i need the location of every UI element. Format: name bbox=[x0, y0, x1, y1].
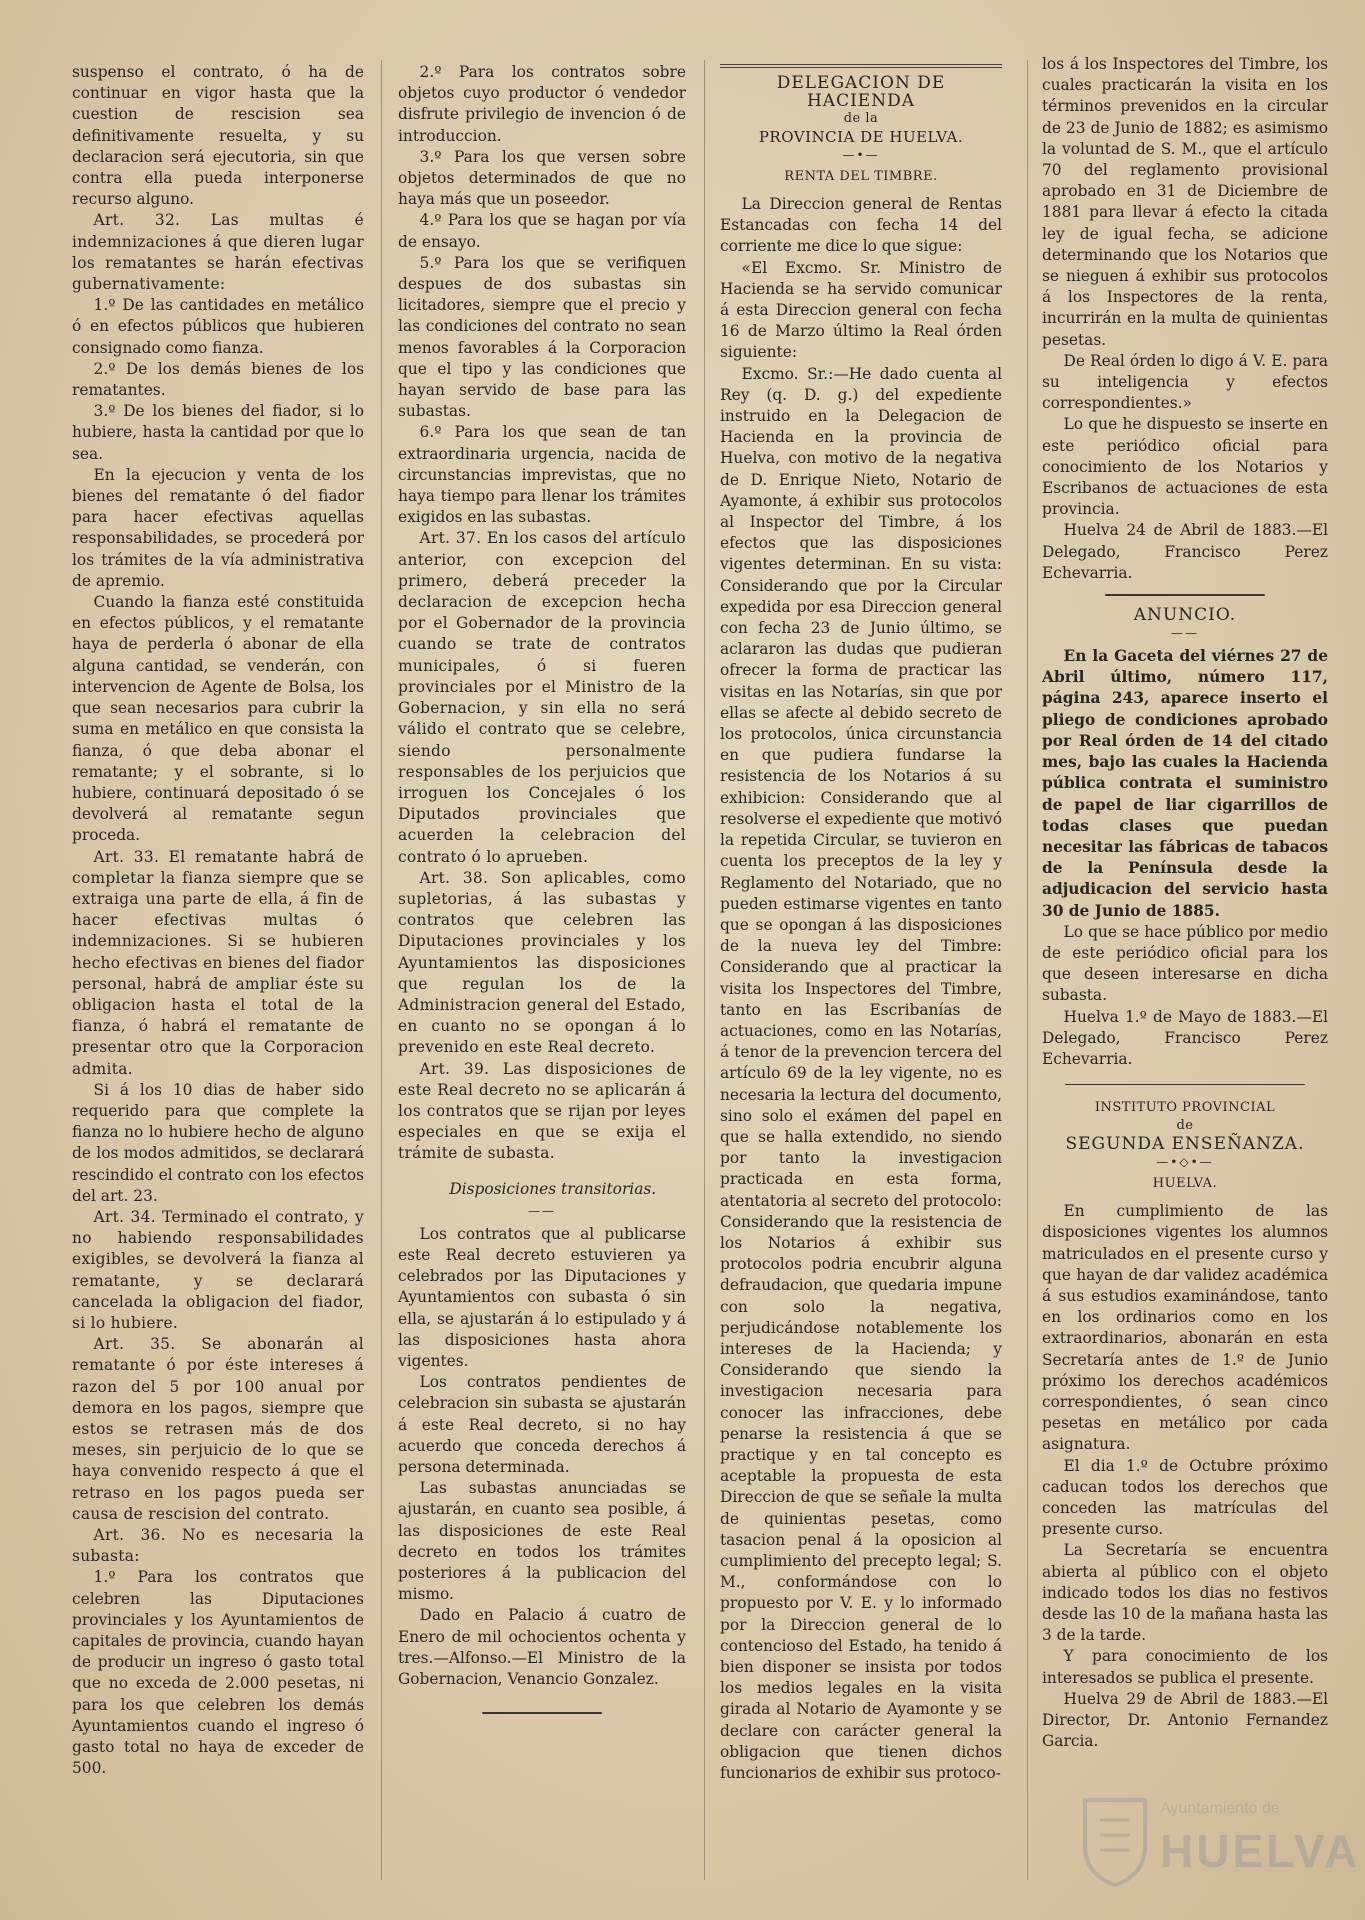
article-38: Art. 38. Son aplicables, como supletorias, á las subastas y contratos que celebren las Diputaciones provinciales y los Ayuntamientos las disposiciones que regulan los de la Administracion general del Estado, en cuanto no se opongan á lo prevenido en este Real decreto. bbox=[398, 868, 686, 1057]
paragraph: Los contratos pendientes de celebracion sin subasta se ajustarán á este Real decreto, si no hay acuerdo que conceda derechos á persona determinada. bbox=[398, 1373, 686, 1476]
paragraph: Lo que he dispuesto se inserte en este periódico oficial para conocimiento de los Notarios y Escribanos de actuaciones de esta provincia. bbox=[1042, 415, 1328, 519]
anuncio-title: ANUNCIO. bbox=[1133, 605, 1237, 626]
article-39: Art. 39. Las disposiciones de este Real decreto no se aplicarán á los contratos que se rijan por leyes especiales en que se exija el trámite de subasta. bbox=[398, 1059, 686, 1163]
paragraph: Las subastas anunciadas se ajustarán, en cuanto sea posible, á las disposiciones de este Real decreto en todos los trámites posteriores á la publicacion del mismo. bbox=[398, 1479, 686, 1604]
paragraph: Los contratos que al publicarse este Real decreto estuvieren ya celebrados por las Diputaciones y Ayuntamientos con subasta ó sin ella, se ajustarán á lo estipulado y á las disposiciones hasta ahora vigentes. bbox=[398, 1224, 686, 1370]
section-header-sub: de la bbox=[843, 111, 879, 126]
column-divider bbox=[704, 60, 705, 1880]
signature-block: Huelva 29 de Abril de 1883.—El Director, Dr. Antonio Fernandez Garcia. bbox=[1042, 1689, 1328, 1751]
paragraph: 3.º Para los que versen sobre objetos determinados de que no haya más que un poseedor. bbox=[398, 147, 686, 209]
paragraph: Y para conocimiento de los interesados se publica el presente. bbox=[1042, 1647, 1328, 1687]
article-37: Art. 37. En los casos del artículo anterior, con excepcion del primero, deberá preceder la declaracion de excepcion hecha por el Gobernador de la provincia cuando se trate de contratos municipales, ó si fueren provinciales por el Ministro de la Gobernacion, y sin ella no será válido el contrato que se celebre, siendo personalmente responsables de los perjuicios que irroguen los Concejales ó los Diputados provinciales que acuerden la celebracion del contrato ó lo aprueben. bbox=[398, 529, 686, 866]
paragraph: Si á los 10 dias de haber sido requerido para que complete la fianza no lo hubiere hecho de alguno de los modos admitidos, se declarará rescindido el contrato con los efectos del art. 23. bbox=[72, 1080, 364, 1205]
header-rule bbox=[720, 64, 1002, 68]
column-divider bbox=[381, 60, 382, 1880]
instituto-title-sub: de bbox=[1176, 1118, 1194, 1134]
column-1 bbox=[72, 62, 364, 1779]
column-divider bbox=[1027, 60, 1028, 1880]
paragraph: La Secretaría se encuentra abierta al público con el objeto indicado todos los dias no festivos desde las 10 de la mañana hasta las 3 de la tarde. bbox=[1042, 1541, 1328, 1645]
header-divider: —•— bbox=[842, 148, 880, 162]
paragraph: Cuando la fianza esté constituida en efectos públicos, y el rematante haya de perderla ó abonar de ella alguna cantidad, se venderán, con intervencion de Agente de Bolsa, los que sean necesarios para cubrir la suma en metálico en que consista la fianza, ó que deba abonar el rematante; y el sobrante, si lo hubiere, continuará depositado ó se devolverá al rematante segun proceda. bbox=[72, 593, 364, 845]
signature-block: Huelva 1.º de Mayo de 1883.—El Delegado, Francisco Perez Echevarria. bbox=[1042, 1007, 1328, 1068]
section-rule bbox=[1065, 1084, 1305, 1085]
signature-block: Huelva 24 de Abril de 1883.—El Delegado, Francisco Perez Echevarria. bbox=[1042, 521, 1328, 582]
paragraph: En la ejecucion y venta de los bienes del rematante ó del fiador para hacer efectivas aquellas responsabilidades, se procederá por los trámites de la vía administrativa de apremio. bbox=[72, 465, 364, 590]
instituto-title: INSTITUTO PROVINCIAL bbox=[1094, 1100, 1276, 1116]
paragraph: 1.º Para los contratos que celebren las Diputaciones provinciales y los Ayuntamientos de capitales de provincia, cuando hayan de producir un ingreso ó gasto total que no exceda de 2.000 pesetas, ni para los que celebren los demás Ayuntamientos cuando el ingreso ó gasto total no haya de exceder de 500. bbox=[72, 1568, 364, 1778]
article-36: Art. 36. No es necesaria la subasta: bbox=[72, 1526, 364, 1566]
article-34: Art. 34. Terminado el contrato, y no habiendo responsabilidades exigibles, se devolverá la fianza al rematante, y se declarará cancelada la obligacion del fiador, si lo hubiere. bbox=[72, 1207, 364, 1332]
watermark-line-2: HUELVA bbox=[1160, 1825, 1361, 1877]
section-header: DELEGACION DE HACIENDA bbox=[776, 73, 946, 111]
article-32: Art. 32. Las multas é indemnizaciones á que dieren lugar los rematantes se harán efectivas gubernativamente: bbox=[72, 211, 364, 294]
subsection-title: RENTA DEL TIMBRE. bbox=[784, 169, 938, 184]
paragraph: «El Excmo. Sr. Ministro de Hacienda se ha servido comunicar á esta Direccion general con fecha 16 de Marzo último la Real órden siguiente: bbox=[720, 258, 1002, 362]
paragraph: 5.º Para los que se verifiquen despues de dos subastas sin licitadores, siempre que el precio y las condiciones del contrato no sean menos favorables á la Corporacion que el tipo y las condiciones que hayan servido de base para las subastas. bbox=[398, 253, 686, 421]
coat-of-arms-icon bbox=[1080, 1790, 1150, 1890]
paragraph: Lo que se hace público por medio de este periódico oficial para los que deseen interesarse en dicha subasta. bbox=[1042, 922, 1328, 1005]
paragraph: 6.º Para los que sean de tan extraordinaria urgencia, nacida de circunstancias imprevistas, que no haya tiempo para llenar los trámites exigidos en las subastas. bbox=[398, 423, 686, 527]
section-title-transitorias: Disposiciones transitorias. bbox=[449, 1179, 657, 1198]
article-33: Art. 33. El rematante habrá de completar la fianza siempre que se extraiga una parte de ella, á fin de hacer efectivas multas ó indemnizaciones. Si se hubieren hecho efectivas en bienes del fiador personal, habrá de ampliar éste su obligacion hasta el total de la fianza, ó habrá el rematante de presentar otro que la Corporacion admita. bbox=[72, 847, 364, 1078]
paragraph: Excmo. Sr.:—He dado cuenta al Rey (q. D. g.) del expediente instruido en la Delegacion de Hacienda en la provincia de Huelva, con motivo de la negativa de D. Enrique Nieto, Notario de Ayamonte, á exhibir sus protocolos al Inspector del Timbre, á los efectos que las disposiciones vigentes determinan. En su vista: Considerando que por la Circular expedida por esa Direccion general con fecha 23 de Junio último, se aclararon las dudas que pudieran ofrecer la forma de practicar las visitas en las Notarías, sin que por ellas se afecte al debido secreto de los protocolos, única circunstancia en que pudiera fundarse la resistencia de los Notarios á su exhibicion: Considerando que al resolverse el expediente que motivó la repetida Circular, se tuvieron en cuenta los preceptos de la ley y Reglamento del Notariado, que no pueden estimarse vigentes en tanto que se opongan á las disposiciones de la nueva ley del Timbre: Considerando que al practicar la visita los Inspectores del Timbre, tanto en las Escribanías de actuaciones, como en las Notarías, á tenor de la prevencion tercera del artículo 69 de la ley vigente, no es necesaria la lectura del documento, sino solo el exámen del papel en que se halla extendido, no siendo por tanto la investigacion practicada en esta forma, atentatoria al secreto del protocolo: Considerando que la resistencia de los Notarios á exhibir sus protocolos podria encubrir alguna defraudacion, que quedaria impune con solo la negativa, perjudicándose notablemente los intereses de la Hacienda; y Considerando que siendo la investigacion necesaria para conocer las infracciones, debe penarse la resistencia á que se practique y en tal concepto es aceptable la propuesta de esta Direccion de que se señale la multa de quinientas pesetas, como tasacion penal á la oposicion al cumplimiento del precepto legal; S. M., conformándose con lo propuesto por V. E. y lo informado por la Direccion general de lo contencioso del Estado, ha tenido á bien disponer se insista por todos los medios legales en la visita girada al Notario de Ayamonte y se declare con carácter general la obligacion que tienen dichos funcionarios de exhibir sus protoco- bbox=[720, 364, 1002, 1783]
instituto-divider: —•◇•— bbox=[1156, 1155, 1214, 1170]
column-2 bbox=[398, 62, 686, 1724]
paragraph: La Direccion general de Rentas Estancadas con fecha 14 del corriente me dice lo que sigue: bbox=[720, 195, 1002, 256]
section-divider: —— bbox=[528, 1203, 556, 1218]
column-4 bbox=[1042, 54, 1328, 1752]
column-3 bbox=[720, 62, 1002, 1784]
archive-watermark bbox=[1080, 1790, 1361, 1900]
paragraph: 1.º De las cantidades en metálico ó en efectos públicos que hubieren consignado como fianza. bbox=[72, 296, 364, 357]
paragraph: El dia 1.º de Octubre próximo caducan todos los derechos que conceden las matrículas del presente curso. bbox=[1042, 1456, 1328, 1539]
paragraph: los á los Inspectores del Timbre, los cuales practicarán la visita en los términos prevenidos en la circular de 23 de Junio de 1882; es asimismo la voluntad de S. M., que el artículo 70 del reglamento provisional aprobado en 31 de Diciembre de 1881 para llevar á efecto la citada ley de igual fecha, se adicione determinando que los Notarios que se nieguen á exhibir sus protocolos á los Inspectores de la renta, incurrirán en la multa de quinientas pesetas. bbox=[1042, 55, 1328, 349]
paragraph: En la Gaceta del viérnes 27 de Abril último, número 117, página 243, aparece inserto el pliego de condiciones aprobado por Real órden de 14 del citado mes, bajo las cuales la Hacienda pública contrata el suministro de papel de liar cigarrillos de todas clases que puedan necesitar las fábricas de tabacos de la Península desde la adjudicacion del servicio hasta 30 de Junio de 1885. bbox=[1042, 647, 1328, 920]
signature-block: Dado en Palacio á cuatro de Enero de mil ochocientos ochenta y tres.—Alfonso.—El Ministro de la Gobernacion, Venancio Gonzalez. bbox=[398, 1606, 686, 1689]
instituto-title-main: SEGUNDA ENSEÑANZA. bbox=[1065, 1134, 1305, 1155]
instituto-location: HUELVA. bbox=[1152, 1176, 1218, 1192]
anuncio-divider: —— bbox=[1171, 626, 1199, 641]
paragraph: En cumplimiento de las disposiciones vigentes los alumnos matriculados en el presente curso y que hayan de dar validez académica á sus estudios examinándose, tanto en los ordinarios como en los extraordinarios, abonarán en esta Secretaría antes de 1.º de Junio próximo los derechos académicos correspondientes, ó sean cinco pesetas en metálico por cada asignatura. bbox=[1042, 1202, 1328, 1454]
end-rule bbox=[482, 1712, 602, 1714]
paragraph: 3.º De los bienes del fiador, si lo hubiere, hasta la cantidad por que lo sea. bbox=[72, 402, 364, 463]
section-header-province: PROVINCIA DE HUELVA. bbox=[758, 128, 964, 146]
paragraph: 2.º Para los contratos sobre objetos cuyo productor ó vendedor disfrute privilegio de invencion ó de introduccion. bbox=[398, 63, 686, 145]
paragraph: suspenso el contrato, ó ha de continuar en vigor hasta que la cuestion de rescision sea definitivamente resuelta, y su declaracion será ejecutoria, sin que contra ella pueda interponerse recurso alguno. bbox=[72, 63, 364, 209]
paragraph: 2.º De los demás bienes de los rematantes. bbox=[72, 359, 364, 400]
section-rule bbox=[1105, 594, 1265, 596]
paragraph: De Real órden lo digo á V. E. para su inteligencia y efectos correspondientes.» bbox=[1042, 351, 1328, 413]
paragraph: 4.º Para los que se hagan por vía de ensayo. bbox=[398, 211, 686, 251]
article-35: Art. 35. Se abonarán al rematante ó por éste intereses á razon del 5 por 100 anual por demora en los pagos, siempre que estos se retrasen más de dos meses, sin perjuicio de lo que se haya convenido respecto á que el retraso en los pagos pueda ser causa de rescision del contrato. bbox=[72, 1335, 364, 1523]
watermark-line-1: Ayuntamiento de bbox=[1160, 1800, 1280, 1817]
